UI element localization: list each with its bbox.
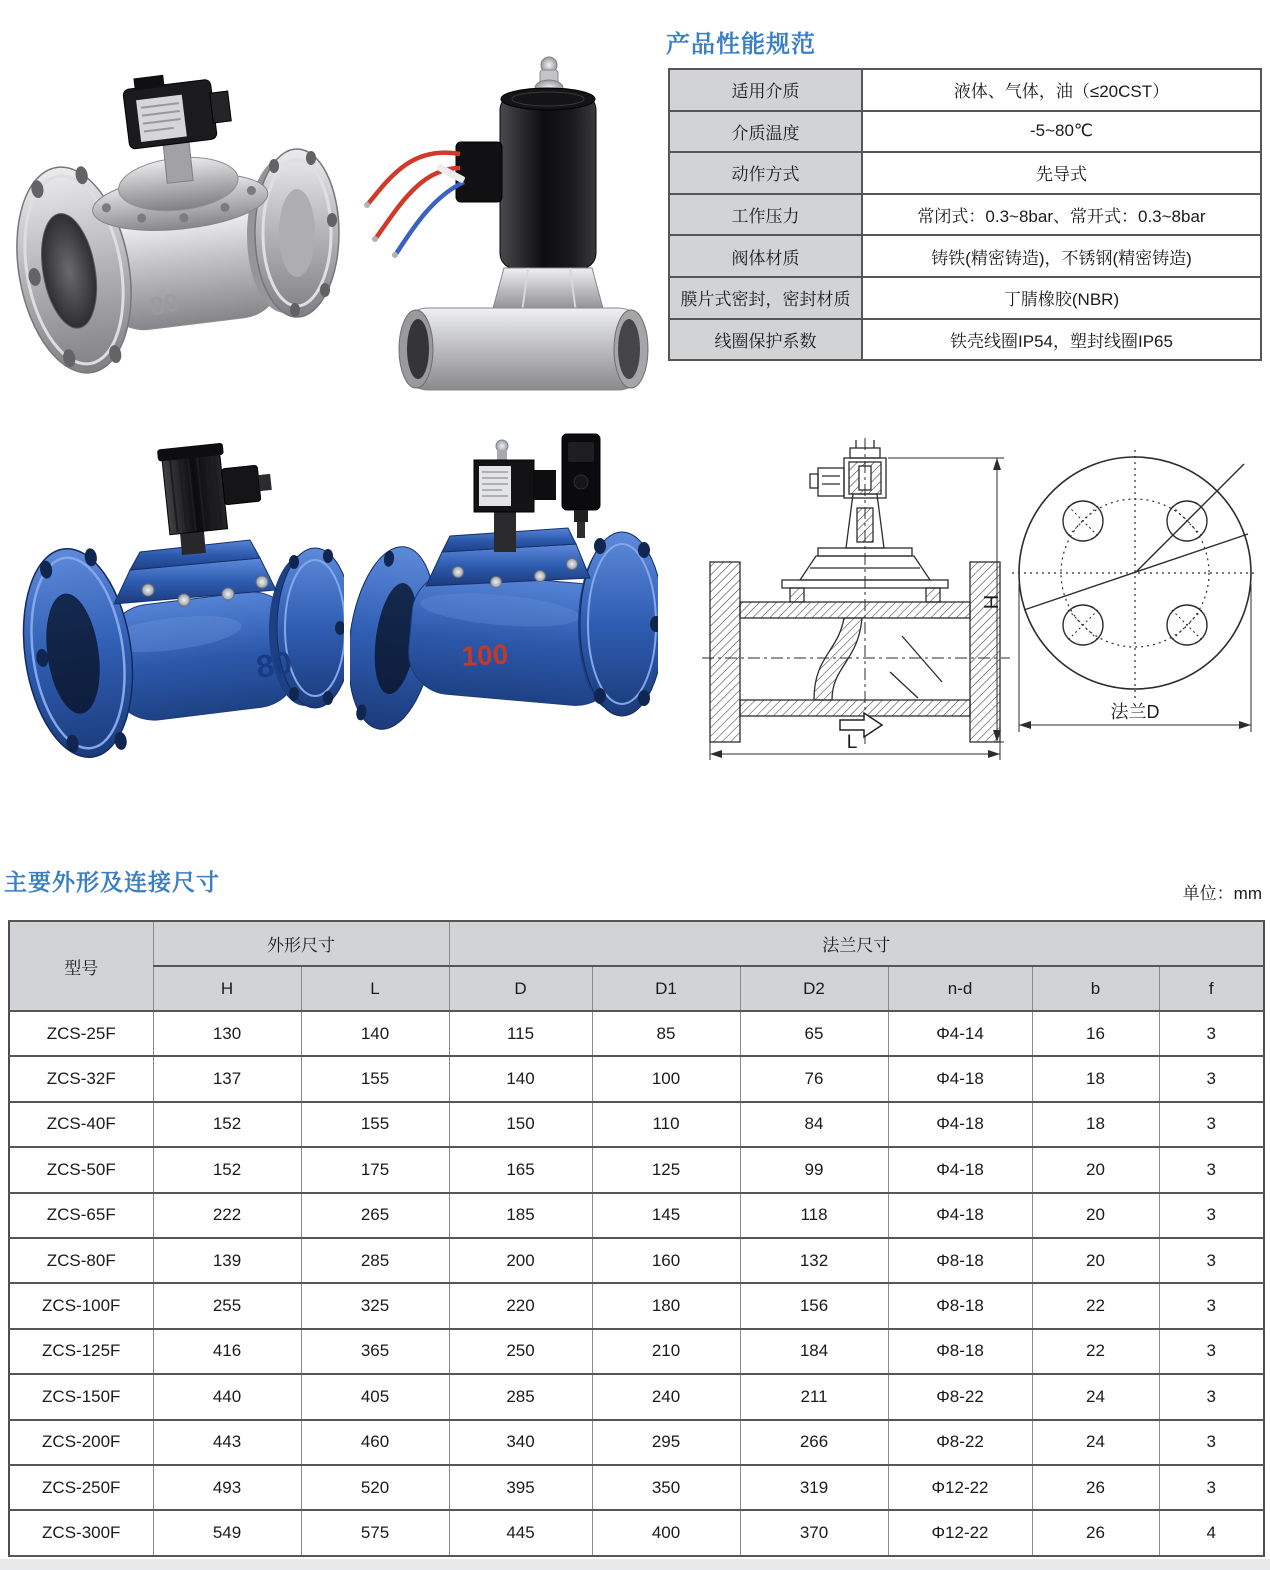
dimensions-section-title: 主要外形及连接尺寸 — [4, 869, 220, 895]
dim-value-cell: 18 — [1032, 1102, 1159, 1147]
spec-row — [669, 69, 1261, 111]
model-cell: ZCS-50F — [9, 1147, 153, 1192]
dim-value-cell: 110 — [592, 1102, 740, 1147]
model-cell: ZCS-100F — [9, 1283, 153, 1328]
spec-row — [669, 111, 1261, 153]
dim-value-cell: 440 — [153, 1374, 301, 1419]
cross-section-diagram — [694, 430, 1018, 770]
dim-value-cell: 76 — [740, 1056, 888, 1101]
dim-table-row — [9, 1147, 1264, 1192]
dim-value-cell: 285 — [449, 1374, 592, 1419]
valve-cross-section-drawing — [694, 430, 1018, 770]
dim-value-cell: 20 — [1032, 1193, 1159, 1238]
dim-value-cell: 3 — [1159, 1420, 1264, 1465]
blue-valve-size-marking: 100 — [460, 638, 509, 672]
spec-value: 常闭式：0.3~8bar、常开式：0.3~8bar — [862, 194, 1261, 236]
timer-connector-box — [562, 434, 600, 538]
dim-value-cell: 211 — [740, 1374, 888, 1419]
dim-value-cell: 24 — [1032, 1374, 1159, 1419]
solenoid-coil — [121, 67, 233, 149]
left-flange-section — [710, 562, 740, 742]
dim-value-cell: Φ8-22 — [888, 1420, 1032, 1465]
col-group-outline-dimensions: 外形尺寸 — [153, 921, 449, 966]
dim-value-cell: 125 — [592, 1147, 740, 1192]
product-photo-threaded-valve — [352, 52, 652, 400]
blue-valve-size-marking: 80 — [253, 644, 295, 685]
spec-value: 铸铁(精密铸造)，不锈钢(精密铸造) — [862, 235, 1261, 277]
model-cell: ZCS-150F — [9, 1374, 153, 1419]
flange-diagram — [1004, 432, 1266, 770]
sub-header-L: L — [301, 966, 449, 1011]
lead-wires — [364, 153, 466, 258]
dim-value-cell: 3 — [1159, 1465, 1264, 1510]
dim-value-cell: 140 — [449, 1056, 592, 1101]
dim-value-cell: 285 — [301, 1238, 449, 1283]
stainless-flanged-valve-illustration — [12, 50, 347, 398]
dim-table-row — [9, 1102, 1264, 1147]
dimension-l-label: L — [846, 732, 858, 753]
dim-table-row — [9, 1374, 1264, 1419]
dim-value-cell: 115 — [449, 1011, 592, 1056]
dim-value-cell: Φ12-22 — [888, 1510, 1032, 1555]
pipe-top-wall — [740, 602, 970, 618]
dim-table-row — [9, 1329, 1264, 1374]
spec-label: 适用介质 — [669, 69, 862, 111]
dim-value-cell: 180 — [592, 1283, 740, 1328]
sub-header-n-d: n-d — [888, 966, 1032, 1011]
dim-value-cell: 4 — [1159, 1510, 1264, 1555]
dim-table-row — [9, 1465, 1264, 1510]
right-flange-section — [970, 562, 1000, 742]
product-photo-blue-valve-dn100 — [350, 430, 658, 750]
group-header-row — [9, 921, 1264, 966]
model-cell: ZCS-125F — [9, 1329, 153, 1374]
spec-label: 工作压力 — [669, 194, 862, 236]
dim-value-cell: 319 — [740, 1465, 888, 1510]
dim-table-row — [9, 1011, 1264, 1056]
dim-value-cell: 65 — [740, 1011, 888, 1056]
dim-value-cell: 222 — [153, 1193, 301, 1238]
stem — [163, 139, 193, 183]
model-cell: ZCS-80F — [9, 1238, 153, 1283]
bottom-strip — [0, 1559, 1270, 1570]
dim-table-row — [9, 1283, 1264, 1328]
dim-value-cell: 20 — [1032, 1147, 1159, 1192]
spec-value: 液体、气体，油（≤20CST） — [862, 69, 1261, 111]
dim-value-cell: 3 — [1159, 1011, 1264, 1056]
dim-value-cell: 175 — [301, 1147, 449, 1192]
spec-row — [669, 235, 1261, 277]
stem — [494, 512, 516, 552]
dim-table-row — [9, 1510, 1264, 1555]
conduit-box — [456, 142, 502, 202]
right-flange — [247, 149, 339, 317]
dim-value-cell: 155 — [301, 1102, 449, 1147]
dim-value-cell: 443 — [153, 1420, 301, 1465]
dim-value-cell: 137 — [153, 1056, 301, 1101]
dim-value-cell: 3 — [1159, 1329, 1264, 1374]
spec-row — [669, 277, 1261, 319]
dim-value-cell: Φ12-22 — [888, 1465, 1032, 1510]
dim-value-cell: 22 — [1032, 1283, 1159, 1328]
dim-value-cell: 156 — [740, 1283, 888, 1328]
dim-value-cell: 140 — [301, 1011, 449, 1056]
dim-value-cell: Φ4-18 — [888, 1147, 1032, 1192]
dim-value-cell: 84 — [740, 1102, 888, 1147]
dim-value-cell: 240 — [592, 1374, 740, 1419]
sub-header-D2: D2 — [740, 966, 888, 1011]
dim-value-cell: 118 — [740, 1193, 888, 1238]
dim-table-row — [9, 1420, 1264, 1465]
dim-value-cell: Φ4-18 — [888, 1193, 1032, 1238]
dim-value-cell: 18 — [1032, 1056, 1159, 1101]
unit-label: 单位：mm — [1182, 884, 1262, 903]
spec-label: 动作方式 — [669, 152, 862, 194]
dimension-h-label: H — [979, 594, 1001, 610]
flange-bolt-circle-drawing — [1004, 432, 1266, 770]
dim-value-cell: 132 — [740, 1238, 888, 1283]
spec-value: 丁腈橡胶(NBR) — [862, 277, 1261, 319]
spec-table — [668, 68, 1262, 361]
dim-value-cell: Φ8-18 — [888, 1238, 1032, 1283]
dim-value-cell: 266 — [740, 1420, 888, 1465]
coil-section — [810, 440, 886, 498]
dim-value-cell: 250 — [449, 1329, 592, 1374]
model-cell: ZCS-200F — [9, 1420, 153, 1465]
model-cell: ZCS-32F — [9, 1056, 153, 1101]
dim-value-cell: 3 — [1159, 1283, 1264, 1328]
dim-value-cell: 3 — [1159, 1238, 1264, 1283]
dim-value-cell: 220 — [449, 1283, 592, 1328]
sub-header-row — [9, 966, 1264, 1011]
dim-value-cell: 3 — [1159, 1374, 1264, 1419]
dim-value-cell: 85 — [592, 1011, 740, 1056]
spec-label: 阀体材质 — [669, 235, 862, 277]
model-cell: ZCS-300F — [9, 1510, 153, 1555]
dim-value-cell: 460 — [301, 1420, 449, 1465]
blue-valve-80-illustration — [22, 438, 344, 772]
threaded-valve-illustration — [352, 52, 652, 400]
spec-value: -5~80℃ — [862, 111, 1261, 153]
valve-body — [399, 268, 648, 390]
dim-value-cell: 100 — [592, 1056, 740, 1101]
dim-value-cell: 493 — [153, 1465, 301, 1510]
col-group-flange-dimensions: 法兰尺寸 — [449, 921, 1264, 966]
dim-value-cell: 3 — [1159, 1102, 1264, 1147]
model-cell: ZCS-40F — [9, 1102, 153, 1147]
spec-label: 介质温度 — [669, 111, 862, 153]
dim-value-cell: 16 — [1032, 1011, 1159, 1056]
sub-header-D1: D1 — [592, 966, 740, 1011]
solenoid-coil — [157, 438, 275, 535]
model-cell: ZCS-250F — [9, 1465, 153, 1510]
spec-label: 线圈保护系数 — [669, 319, 862, 361]
blue-valve-100-illustration — [350, 430, 658, 750]
dim-value-cell: 3 — [1159, 1147, 1264, 1192]
dim-value-cell: 130 — [153, 1011, 301, 1056]
dim-value-cell: 20 — [1032, 1238, 1159, 1283]
right-flange — [269, 548, 344, 708]
dim-value-cell: 160 — [592, 1238, 740, 1283]
model-cell: ZCS-65F — [9, 1193, 153, 1238]
col-header-model: 型号 — [9, 921, 153, 1011]
dim-value-cell: Φ4-18 — [888, 1102, 1032, 1147]
dim-value-cell: Φ8-18 — [888, 1329, 1032, 1374]
solenoid-coil — [474, 440, 556, 512]
dim-value-cell: 325 — [301, 1283, 449, 1328]
solenoid-coil — [500, 88, 596, 269]
dim-value-cell: 200 — [449, 1238, 592, 1283]
spec-value: 先导式 — [862, 152, 1261, 194]
dim-value-cell: 26 — [1032, 1510, 1159, 1555]
sub-header-D: D — [449, 966, 592, 1011]
dim-value-cell: 145 — [592, 1193, 740, 1238]
dim-value-cell: 184 — [740, 1329, 888, 1374]
right-flange — [578, 532, 658, 716]
dim-value-cell: Φ4-18 — [888, 1056, 1032, 1101]
dim-value-cell: 255 — [153, 1283, 301, 1328]
dim-table-row — [9, 1238, 1264, 1283]
sub-header-b: b — [1032, 966, 1159, 1011]
left-flange — [22, 542, 145, 765]
dim-value-cell: Φ8-22 — [888, 1374, 1032, 1419]
dim-value-cell: 185 — [449, 1193, 592, 1238]
dim-table-row — [9, 1193, 1264, 1238]
dim-value-cell: Φ4-14 — [888, 1011, 1032, 1056]
dim-value-cell: 210 — [592, 1329, 740, 1374]
weir-partition — [814, 618, 862, 700]
model-cell: ZCS-25F — [9, 1011, 153, 1056]
dim-value-cell: 22 — [1032, 1329, 1159, 1374]
spec-section-title: 产品性能规范 — [666, 31, 816, 58]
dim-value-cell: 416 — [153, 1329, 301, 1374]
dim-value-cell: 152 — [153, 1102, 301, 1147]
dim-value-cell: 165 — [449, 1147, 592, 1192]
dim-value-cell: 3 — [1159, 1193, 1264, 1238]
dimensions-table — [8, 920, 1265, 1557]
spec-row — [669, 152, 1261, 194]
spec-table-body — [669, 69, 1261, 360]
dim-value-cell: 520 — [301, 1465, 449, 1510]
dim-value-cell: 99 — [740, 1147, 888, 1192]
stainless-size-marking: 80 — [147, 286, 182, 322]
dim-value-cell: 365 — [301, 1329, 449, 1374]
dim-value-cell: 405 — [301, 1374, 449, 1419]
dim-value-cell: 445 — [449, 1510, 592, 1555]
dim-value-cell: 265 — [301, 1193, 449, 1238]
dim-value-cell: Φ8-18 — [888, 1283, 1032, 1328]
pipe-bottom-wall — [740, 700, 970, 716]
dim-value-cell: 3 — [1159, 1056, 1264, 1101]
product-photo-blue-valve-dn80 — [22, 438, 344, 772]
product-photo-stainless-flanged-valve — [12, 50, 347, 398]
dim-value-cell: 549 — [153, 1510, 301, 1555]
dimension-flange-d-label: 法兰D — [1110, 702, 1160, 722]
dim-table-row — [9, 1056, 1264, 1101]
sub-header-H: H — [153, 966, 301, 1011]
dim-table-body — [9, 1011, 1264, 1556]
dim-value-cell: 155 — [301, 1056, 449, 1101]
spec-label: 膜片式密封，密封材质 — [669, 277, 862, 319]
dim-value-cell: 24 — [1032, 1420, 1159, 1465]
dim-value-cell: 139 — [153, 1238, 301, 1283]
dim-value-cell: 370 — [740, 1510, 888, 1555]
spec-value: 铁壳线圈IP54，塑封线圈IP65 — [862, 319, 1261, 361]
dim-value-cell: 395 — [449, 1465, 592, 1510]
spec-row — [669, 194, 1261, 236]
sub-header-f: f — [1159, 966, 1264, 1011]
dim-value-cell: 295 — [592, 1420, 740, 1465]
dim-value-cell: 400 — [592, 1510, 740, 1555]
dim-value-cell: 152 — [153, 1147, 301, 1192]
dim-value-cell: 340 — [449, 1420, 592, 1465]
dim-value-cell: 26 — [1032, 1465, 1159, 1510]
dim-value-cell: 575 — [301, 1510, 449, 1555]
spec-row — [669, 319, 1261, 361]
dim-value-cell: 350 — [592, 1465, 740, 1510]
dim-value-cell: 150 — [449, 1102, 592, 1147]
